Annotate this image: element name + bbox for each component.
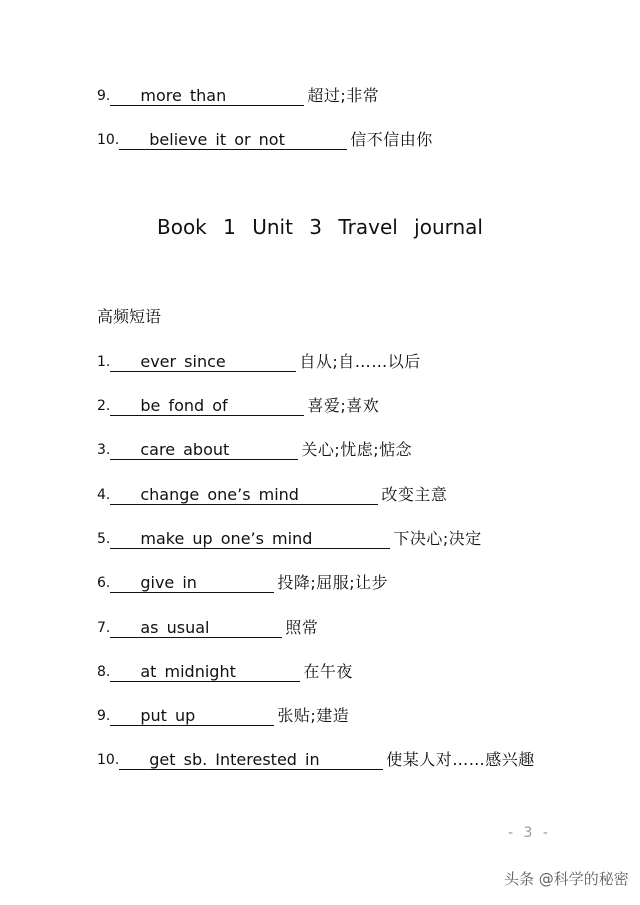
list-item	[97, 350, 421, 372]
item-number: 6.	[97, 575, 111, 591]
item-number: 9.	[97, 708, 111, 724]
phrase-meaning: 张贴;建造	[277, 706, 350, 725]
phrase-blank: believe it or not	[119, 130, 347, 150]
phrase-blank: ever since	[110, 352, 296, 372]
phrase-meaning: 使某人对……感兴趣	[386, 750, 535, 769]
phrase-blank: give in	[110, 573, 274, 593]
phrase-meaning: 信不信由你	[350, 130, 433, 149]
phrase-blank: care about	[110, 440, 298, 460]
phrase-meaning: 改变主意	[381, 485, 448, 504]
phrase-meaning: 在午夜	[303, 662, 353, 681]
phrase-blank: change one’s mind	[110, 485, 378, 505]
phrase-blank: at midnight	[110, 662, 300, 682]
list-item	[97, 438, 412, 460]
phrase-blank: be fond of	[110, 396, 304, 416]
phrase-blank: as usual	[110, 618, 282, 638]
item-number: 7.	[97, 620, 111, 636]
page-number: - 3 -	[508, 825, 551, 841]
watermark-text: 头条 @科学的秘密	[504, 870, 629, 888]
phrase-blank: more than	[110, 86, 304, 106]
phrase-meaning: 投降;屈服;让步	[277, 573, 389, 592]
list-item	[97, 84, 379, 106]
watermark	[504, 868, 629, 889]
phrase-meaning: 超过;非常	[307, 86, 380, 105]
phrase-blank: get sb. Interested in	[119, 750, 383, 770]
item-number: 2.	[97, 398, 111, 414]
item-number: 9.	[97, 88, 111, 104]
item-number: 8.	[97, 664, 111, 680]
phrase-meaning: 关心;忧虑;惦念	[301, 440, 413, 459]
page-title: Book 1 Unit 3 Travel journal	[156, 215, 483, 239]
item-number: 3.	[97, 442, 111, 458]
phrase-meaning: 照常	[285, 618, 319, 637]
item-number: 1.	[97, 354, 111, 370]
list-item	[97, 748, 535, 770]
item-number: 10.	[97, 132, 120, 148]
phrase-meaning: 自从;自……以后	[299, 352, 421, 371]
list-item	[97, 394, 379, 416]
list-item	[97, 571, 388, 593]
phrase-blank: put up	[110, 706, 274, 726]
list-item	[97, 704, 349, 726]
section-heading: 高频短语	[97, 307, 162, 326]
item-number: 4.	[97, 487, 111, 503]
phrase-meaning: 喜爱;喜欢	[307, 396, 380, 415]
list-item	[97, 483, 447, 505]
phrase-meaning: 下决心;决定	[393, 529, 482, 548]
item-number: 5.	[97, 531, 111, 547]
phrase-blank: make up one’s mind	[110, 529, 390, 549]
item-number: 10.	[97, 752, 120, 768]
list-item	[97, 128, 433, 150]
list-item	[97, 616, 318, 638]
list-item	[97, 527, 482, 549]
list-item	[97, 660, 353, 682]
